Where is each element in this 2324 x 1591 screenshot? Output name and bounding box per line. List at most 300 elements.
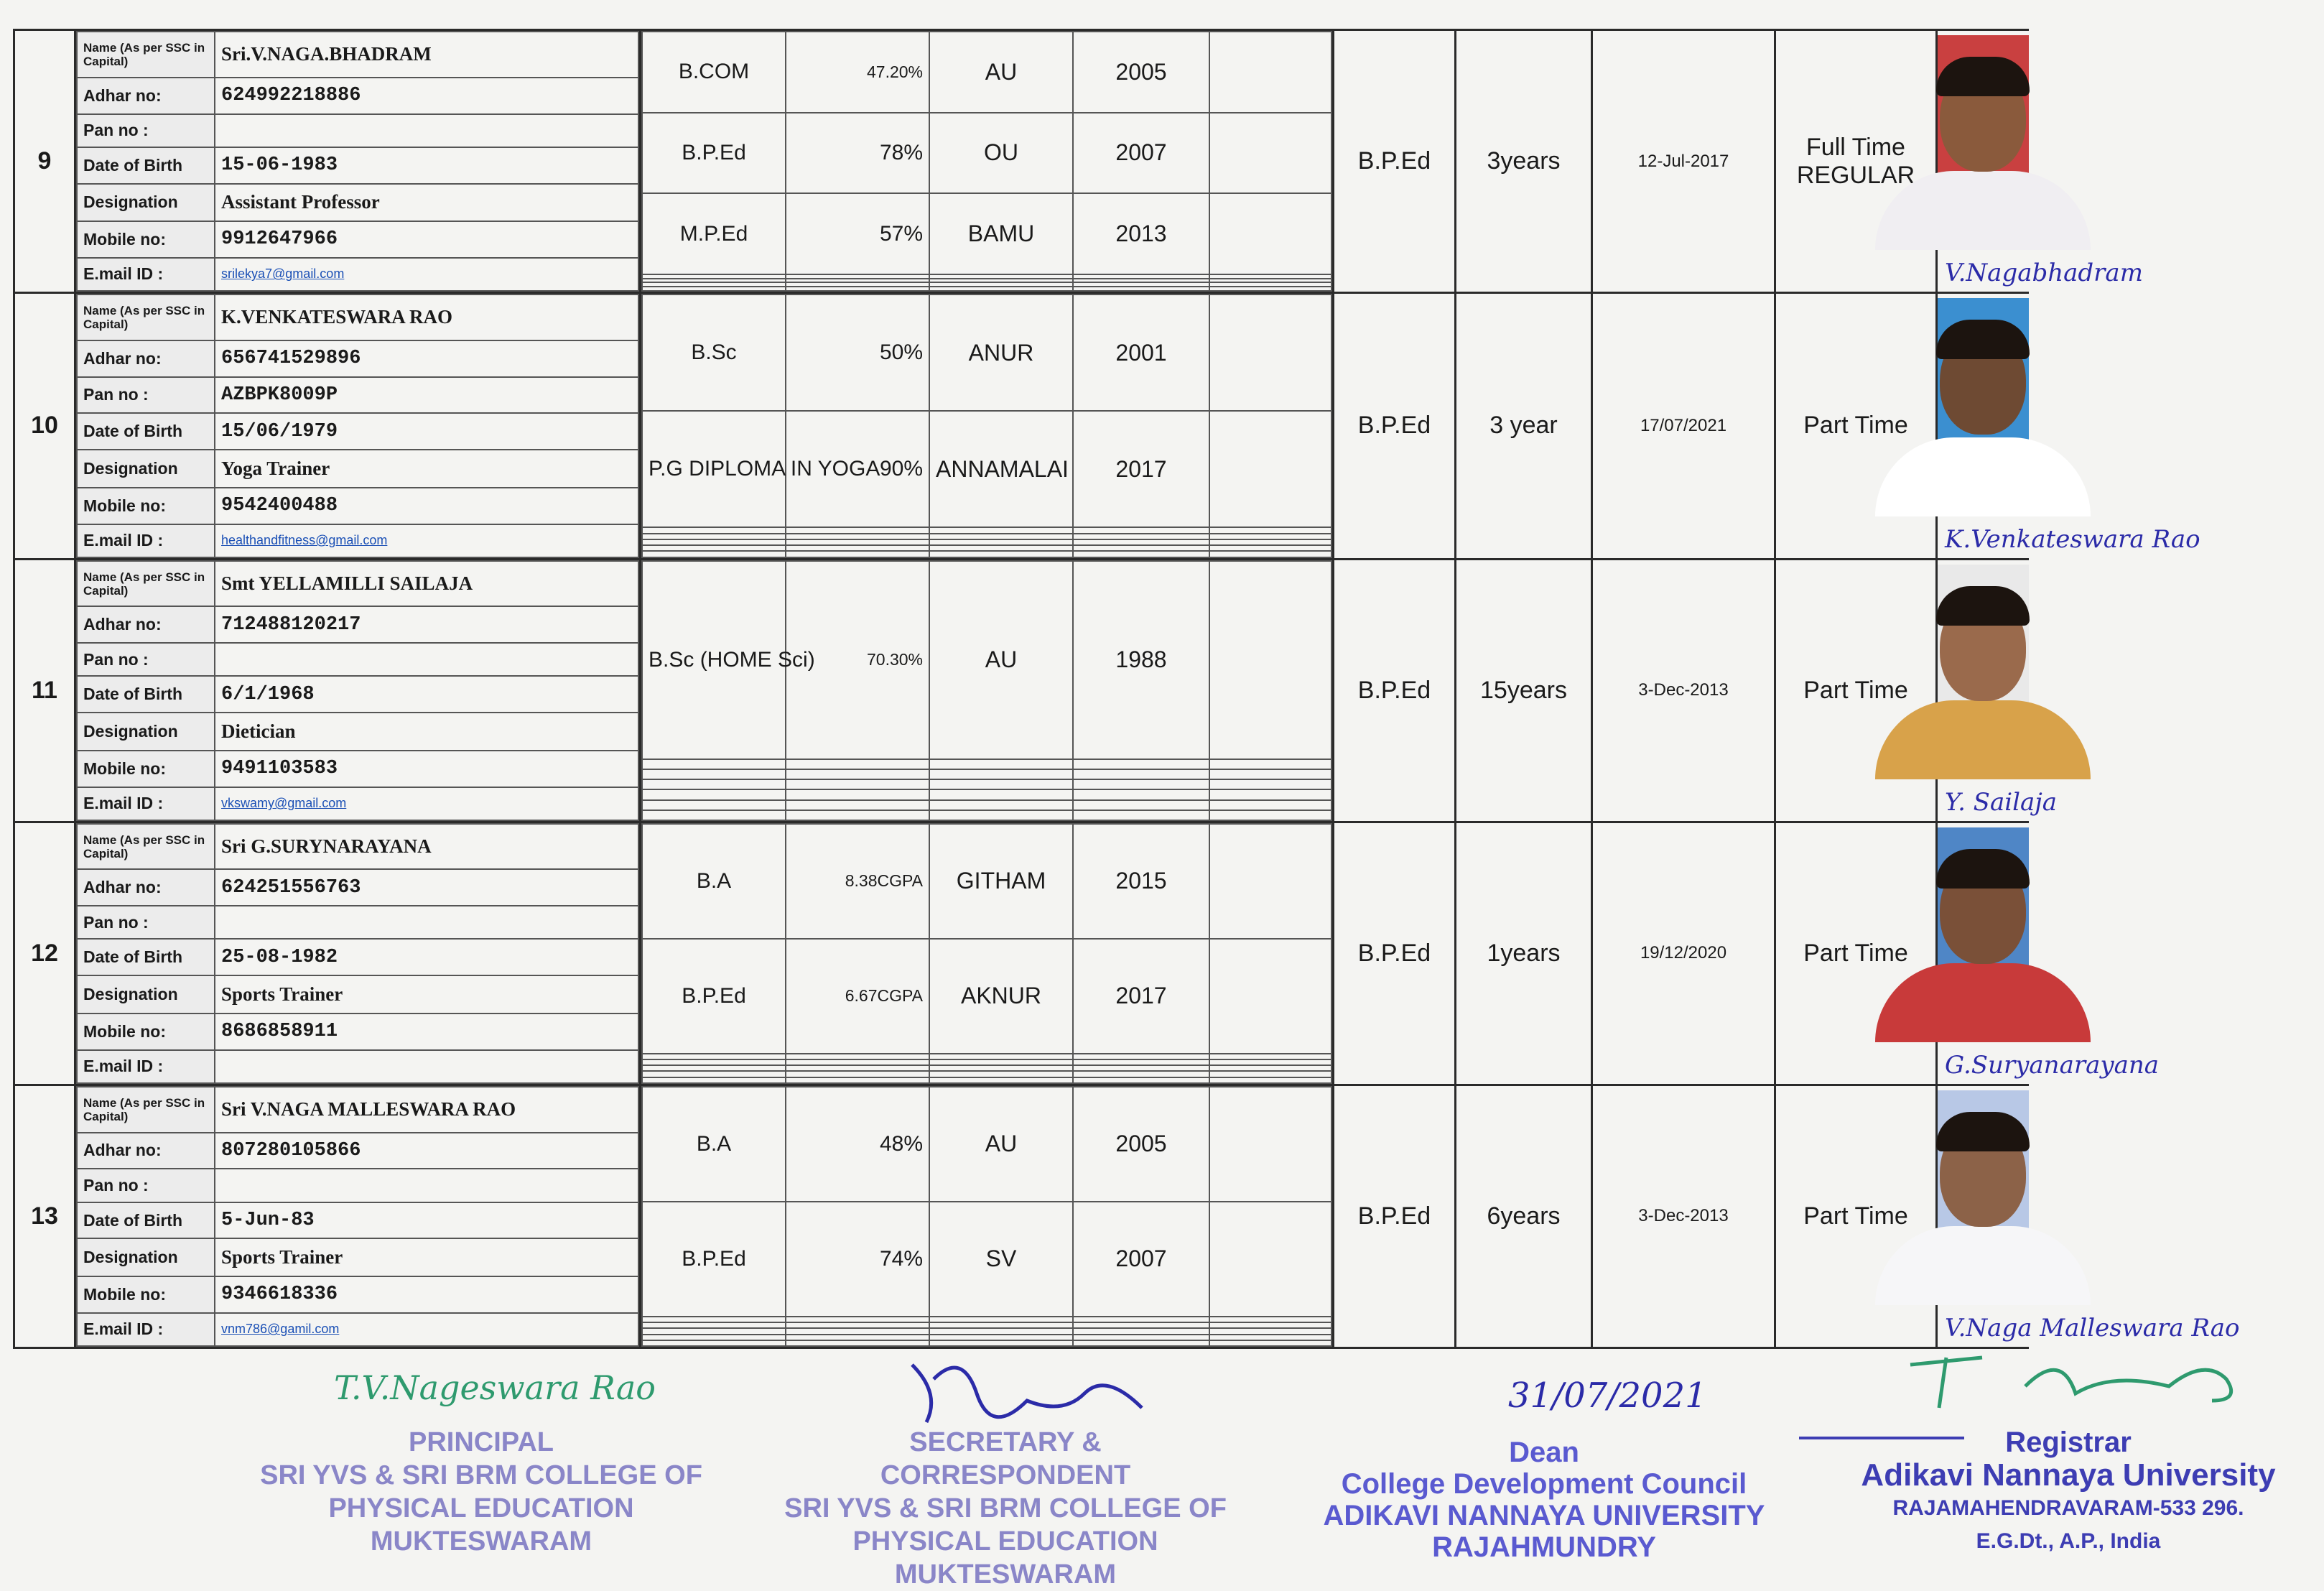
qual-percent: 50% <box>786 294 929 411</box>
joining-date: 19/12/2020 <box>1640 943 1727 963</box>
faculty-row <box>14 559 2029 822</box>
empty-cell <box>1073 534 1209 539</box>
value-mobile: 9542400488 <box>215 488 638 524</box>
empty-cell <box>642 1335 786 1340</box>
registrar-place: RAJAMAHENDRAVARAM-533 296. <box>1892 1496 2244 1520</box>
empty-cell <box>786 534 929 539</box>
empty-cell <box>929 1071 1073 1077</box>
empty-cell <box>786 1335 929 1340</box>
empty-cell <box>929 1077 1073 1083</box>
empty-cell <box>642 1328 786 1334</box>
value-mobile: 8686858911 <box>215 1013 638 1050</box>
empty-cell <box>786 1077 929 1083</box>
empty-cell <box>1209 534 1331 539</box>
faculty-signature: K.Venkateswara Rao <box>1945 524 2200 554</box>
empty-cell <box>1209 1071 1331 1077</box>
empty-cell <box>1209 1317 1331 1322</box>
empty-cell <box>786 1317 929 1322</box>
empty-cell <box>1209 779 1331 789</box>
empty-cell <box>1209 1328 1331 1334</box>
faculty-photo <box>1938 1090 2029 1305</box>
label-email: E.mail ID : <box>77 1313 215 1346</box>
empty-cell <box>1209 545 1331 551</box>
label-name: Name (As per SSC in Capital) <box>77 824 215 870</box>
qual-university: SV <box>929 1202 1073 1317</box>
qual-university: AU <box>929 32 1073 113</box>
value-name: Sri.V.NAGA.BHADRAM <box>215 32 638 78</box>
faculty-signature: V.Nagabhadram <box>1945 259 2143 288</box>
experience: 3 year <box>1489 412 1558 440</box>
empty-cell <box>786 539 929 545</box>
value-adhar: 624251556763 <box>215 869 638 906</box>
qual-percent: 47.20% <box>786 32 929 113</box>
empty-cell <box>1209 539 1331 545</box>
registrar-title: Registrar <box>2005 1427 2132 1458</box>
value-dob: 25-08-1982 <box>215 939 638 975</box>
qual-year: 2005 <box>1073 32 1209 113</box>
label-adhar: Adhar no: <box>77 606 215 643</box>
label-name: Name (As per SSC in Capital) <box>77 32 215 78</box>
registrar-university: Adikavi Nannaya University <box>1861 1457 2276 1493</box>
empty-cell <box>642 1340 786 1346</box>
value-email: srilekya7@gmail.com <box>215 258 638 291</box>
label-email: E.mail ID : <box>77 258 215 291</box>
empty-cell <box>786 1322 929 1328</box>
empty-cell <box>1073 1335 1209 1340</box>
empty-cell <box>786 1340 929 1346</box>
label-dob: Date of Birth <box>77 939 215 975</box>
empty-cell <box>929 1059 1073 1065</box>
qual-percent: 78% <box>786 113 929 194</box>
qual-degree: B.P.Ed <box>642 113 786 194</box>
label-adhar: Adhar no: <box>77 1133 215 1169</box>
qual-percent: 90% <box>786 411 929 527</box>
label-name: Name (As per SSC in Capital) <box>77 561 215 607</box>
empty-cell <box>786 551 929 557</box>
employment-type: Part Time <box>1803 1202 1908 1230</box>
value-name: K.VENKATESWARA RAO <box>215 294 638 340</box>
registrar-district: E.G.Dt., A.P., India <box>1976 1529 2161 1553</box>
empty-cell <box>1073 539 1209 545</box>
personal-details <box>76 294 639 558</box>
label-adhar: Adhar no: <box>77 340 215 377</box>
qual-university: GITHAM <box>929 824 1073 939</box>
dean-signature-date: 31/07/2021 <box>1508 1376 1707 1416</box>
empty-cell <box>786 779 929 789</box>
empty-cell <box>642 779 786 789</box>
empty-cell <box>929 789 1073 799</box>
qualifications <box>641 560 1332 821</box>
empty-cell <box>1209 810 1331 820</box>
empty-cell <box>1209 1059 1331 1065</box>
faculty-row <box>14 1085 2029 1348</box>
faculty-signature: V.Naga Malleswara Rao <box>1945 1314 2240 1342</box>
empty-cell <box>929 545 1073 551</box>
empty-cell <box>929 1054 1073 1059</box>
empty-cell <box>929 551 1073 557</box>
label-pan: Pan no : <box>77 377 215 414</box>
label-mobile: Mobile no: <box>77 221 215 258</box>
empty-cell <box>1073 1077 1209 1083</box>
principal-place: MUKTESWARAM <box>370 1526 592 1557</box>
qualifications <box>641 823 1332 1084</box>
empty-cell <box>1209 1054 1331 1059</box>
empty-cell <box>929 810 1073 820</box>
empty-cell <box>786 1065 929 1071</box>
label-email: E.mail ID : <box>77 787 215 820</box>
qual-year: 2017 <box>1073 939 1209 1054</box>
value-email: healthandfitness@gmail.com <box>215 524 638 557</box>
empty-cell <box>786 527 929 533</box>
empty-cell <box>1209 939 1331 1054</box>
empty-cell <box>1209 1340 1331 1346</box>
personal-details <box>76 1086 639 1347</box>
secretary-signature <box>898 1350 1156 1429</box>
empty-cell <box>929 779 1073 789</box>
empty-cell <box>1209 1335 1331 1340</box>
value-name: Smt YELLAMILLI SAILAJA <box>215 561 638 607</box>
serial-number: 12 <box>31 939 58 967</box>
qual-degree: B.A <box>642 824 786 939</box>
label-designation: Designation <box>77 450 215 487</box>
empty-cell <box>929 534 1073 539</box>
joining-date: 17/07/2021 <box>1640 415 1727 435</box>
qual-percent: 74% <box>786 1202 929 1317</box>
empty-cell <box>1073 779 1209 789</box>
label-dob: Date of Birth <box>77 413 215 450</box>
value-pan <box>215 906 638 939</box>
empty-cell <box>1209 294 1331 411</box>
empty-cell <box>642 534 786 539</box>
faculty-photo-cell <box>1938 560 2058 821</box>
faculty-row <box>14 822 2029 1085</box>
value-adhar: 624992218886 <box>215 78 638 114</box>
value-adhar: 712488120217 <box>215 606 638 643</box>
label-pan: Pan no : <box>77 643 215 676</box>
faculty-photo-cell <box>1938 31 2143 292</box>
secretary-title: SECRETARY & CORRESPONDENT <box>880 1427 1131 1490</box>
empty-cell <box>786 789 929 799</box>
secretary-college: SRI YVS & SRI BRM COLLEGE OF <box>784 1493 1227 1523</box>
label-designation: Designation <box>77 1238 215 1276</box>
empty-cell <box>929 1317 1073 1322</box>
value-email: vnm786@gamil.com <box>215 1313 638 1346</box>
registrar-signature <box>1896 1343 2269 1422</box>
qual-degree: B.COM <box>642 32 786 113</box>
value-adhar: 656741529896 <box>215 340 638 377</box>
faculty-photo-cell <box>1938 823 2160 1084</box>
qual-year: 2007 <box>1073 1202 1209 1317</box>
empty-cell <box>786 1071 929 1077</box>
empty-cell <box>642 539 786 545</box>
empty-cell <box>929 1328 1073 1334</box>
empty-cell <box>1073 287 1209 291</box>
empty-cell <box>929 287 1073 291</box>
value-mobile: 9912647966 <box>215 221 638 258</box>
empty-cell <box>1073 1317 1209 1322</box>
empty-cell <box>642 1065 786 1071</box>
qual-year: 2001 <box>1073 294 1209 411</box>
value-dob: 15/06/1979 <box>215 413 638 450</box>
empty-cell <box>929 527 1073 533</box>
value-designation: Sports Trainer <box>215 975 638 1013</box>
qual-university: AU <box>929 561 1073 759</box>
qual-degree: P.G DIPLOMA IN YOGA <box>642 411 786 527</box>
empty-cell <box>929 759 1073 769</box>
empty-cell <box>1209 1322 1331 1328</box>
empty-cell <box>786 769 929 779</box>
empty-cell <box>642 769 786 779</box>
value-pan <box>215 1169 638 1202</box>
empty-cell <box>929 1322 1073 1328</box>
empty-cell <box>1209 551 1331 557</box>
joining-date: 3-Dec-2013 <box>1638 680 1729 700</box>
empty-cell <box>786 1328 929 1334</box>
empty-cell <box>642 545 786 551</box>
empty-cell <box>642 527 786 533</box>
dean-place: RAJAHMUNDRY <box>1432 1531 1656 1563</box>
label-pan: Pan no : <box>77 114 215 147</box>
qual-university: ANUR <box>929 294 1073 411</box>
faculty-photo-cell <box>1938 1086 2240 1347</box>
label-adhar: Adhar no: <box>77 869 215 906</box>
serial-number: 11 <box>32 676 57 704</box>
qual-year: 2005 <box>1073 1087 1209 1202</box>
empty-cell <box>642 800 786 810</box>
value-dob: 6/1/1968 <box>215 676 638 713</box>
dean-stamp <box>1293 1437 1795 1563</box>
value-email: vkswamy@gmail.com <box>215 787 638 820</box>
empty-cell <box>929 539 1073 545</box>
course: B.P.Ed <box>1357 412 1431 440</box>
empty-cell <box>786 810 929 820</box>
empty-cell <box>1209 824 1331 939</box>
qual-university: OU <box>929 113 1073 194</box>
empty-cell <box>642 759 786 769</box>
registrar-stamp <box>1824 1426 2313 1558</box>
empty-cell <box>1073 1071 1209 1077</box>
qual-year: 1988 <box>1073 561 1209 759</box>
principal-stamp <box>259 1426 704 1558</box>
empty-cell <box>786 545 929 551</box>
empty-cell <box>1073 769 1209 779</box>
value-dob: 5-Jun-83 <box>215 1202 638 1239</box>
qual-percent: 8.38CGPA <box>786 824 929 939</box>
empty-cell <box>1209 1077 1331 1083</box>
empty-cell <box>1073 1065 1209 1071</box>
empty-cell <box>642 789 786 799</box>
empty-cell <box>1073 1054 1209 1059</box>
empty-cell <box>1073 800 1209 810</box>
experience: 15years <box>1480 676 1567 704</box>
qual-degree: B.Sc (HOME Sci) <box>642 561 786 759</box>
label-pan: Pan no : <box>77 1169 215 1202</box>
empty-cell <box>1209 411 1331 527</box>
label-name: Name (As per SSC in Capital) <box>77 1087 215 1133</box>
qualifications <box>641 294 1332 558</box>
label-name: Name (As per SSC in Capital) <box>77 294 215 340</box>
qual-degree: M.P.Ed <box>642 193 786 274</box>
faculty-table <box>13 29 2240 1349</box>
value-mobile: 9346618336 <box>215 1276 638 1313</box>
employment-type: Full Time REGULAR <box>1796 133 1915 189</box>
empty-cell <box>1209 32 1331 113</box>
empty-cell <box>1209 800 1331 810</box>
serial-number: 9 <box>37 147 52 175</box>
empty-cell <box>1073 1340 1209 1346</box>
empty-cell <box>1073 1328 1209 1334</box>
qualifications <box>641 1086 1332 1347</box>
empty-cell <box>929 1065 1073 1071</box>
label-designation: Designation <box>77 713 215 750</box>
value-pan <box>215 114 638 147</box>
empty-cell <box>1073 551 1209 557</box>
label-dob: Date of Birth <box>77 1202 215 1239</box>
value-designation: Sports Trainer <box>215 1238 638 1276</box>
empty-cell <box>1073 759 1209 769</box>
dean-council: College Development Council <box>1341 1468 1747 1500</box>
qual-year: 2007 <box>1073 113 1209 194</box>
principal-title: PRINCIPAL <box>409 1427 554 1457</box>
empty-cell <box>1073 527 1209 533</box>
empty-cell <box>642 810 786 820</box>
course: B.P.Ed <box>1357 939 1431 967</box>
value-name: Sri G.SURYNARAYANA <box>215 824 638 870</box>
secretary-dept: PHYSICAL EDUCATION <box>852 1526 1158 1557</box>
empty-cell <box>1209 527 1331 533</box>
serial-number: 10 <box>31 412 58 440</box>
empty-cell <box>642 1071 786 1077</box>
value-adhar: 807280105866 <box>215 1133 638 1169</box>
label-designation: Designation <box>77 184 215 221</box>
dean-title: Dean <box>1509 1437 1579 1468</box>
value-email <box>215 1050 638 1083</box>
course: B.P.Ed <box>1357 676 1431 704</box>
empty-cell <box>1209 1087 1331 1202</box>
qual-university: AU <box>929 1087 1073 1202</box>
faculty-details-sheet <box>13 29 2240 1349</box>
qual-year: 2013 <box>1073 193 1209 274</box>
value-pan <box>215 643 638 676</box>
experience: 6years <box>1487 1202 1561 1230</box>
label-email: E.mail ID : <box>77 1050 215 1083</box>
empty-cell <box>1073 1059 1209 1065</box>
course: B.P.Ed <box>1357 147 1431 175</box>
empty-cell <box>786 1054 929 1059</box>
qual-degree: B.P.Ed <box>642 939 786 1054</box>
label-dob: Date of Birth <box>77 147 215 184</box>
faculty-photo-cell <box>1938 294 2200 558</box>
secretary-stamp <box>783 1426 1228 1591</box>
experience: 3years <box>1487 147 1561 175</box>
empty-cell <box>642 1317 786 1322</box>
label-dob: Date of Birth <box>77 676 215 713</box>
qual-percent: 6.67CGPA <box>786 939 929 1054</box>
value-name: Sri V.NAGA MALLESWARA RAO <box>215 1087 638 1133</box>
label-email: E.mail ID : <box>77 524 215 557</box>
value-dob: 15-06-1983 <box>215 147 638 184</box>
faculty-photo <box>1938 827 2029 1042</box>
empty-cell <box>642 1059 786 1065</box>
label-mobile: Mobile no: <box>77 1276 215 1313</box>
qualifications <box>641 31 1332 292</box>
experience: 1years <box>1487 939 1561 967</box>
joining-date: 12-Jul-2017 <box>1637 151 1729 171</box>
empty-cell <box>1073 1322 1209 1328</box>
empty-cell <box>786 759 929 769</box>
serial-number: 13 <box>31 1202 58 1230</box>
value-designation: Dietician <box>215 713 638 750</box>
empty-cell <box>1209 1202 1331 1317</box>
qual-year: 2017 <box>1073 411 1209 527</box>
personal-details <box>76 823 639 1084</box>
empty-cell <box>1209 287 1331 291</box>
joining-date: 3-Dec-2013 <box>1638 1206 1729 1226</box>
empty-cell <box>1209 759 1331 769</box>
label-pan: Pan no : <box>77 906 215 939</box>
faculty-signature: G.Suryanarayana <box>1945 1050 2160 1080</box>
qual-university: BAMU <box>929 193 1073 274</box>
empty-cell <box>642 1322 786 1328</box>
value-designation: Yoga Trainer <box>215 450 638 487</box>
value-designation: Assistant Professor <box>215 184 638 221</box>
qual-degree: B.A <box>642 1087 786 1202</box>
faculty-photo <box>1938 35 2029 250</box>
faculty-signature: Y. Sailaja <box>1945 787 2058 817</box>
qual-percent: 48% <box>786 1087 929 1202</box>
qual-university: ANNAMALAI <box>929 411 1073 527</box>
employment-type: Part Time <box>1803 676 1908 704</box>
empty-cell <box>929 1340 1073 1346</box>
empty-cell <box>786 800 929 810</box>
empty-cell <box>642 551 786 557</box>
empty-cell <box>1073 545 1209 551</box>
qual-degree: B.P.Ed <box>642 1202 786 1317</box>
value-pan: AZBPK8009P <box>215 377 638 414</box>
qual-percent: 57% <box>786 193 929 274</box>
empty-cell <box>1209 193 1331 274</box>
empty-cell <box>1209 1065 1331 1071</box>
personal-details <box>76 31 639 292</box>
empty-cell <box>1073 810 1209 820</box>
principal-dept: PHYSICAL EDUCATION <box>328 1493 634 1523</box>
empty-cell <box>929 800 1073 810</box>
secretary-place: MUKTESWARAM <box>894 1559 1117 1590</box>
empty-cell <box>642 1054 786 1059</box>
empty-cell <box>929 769 1073 779</box>
employment-type: Part Time <box>1803 412 1908 440</box>
qual-year: 2015 <box>1073 824 1209 939</box>
empty-cell <box>786 287 929 291</box>
qual-university: AKNUR <box>929 939 1073 1054</box>
principal-college: SRI YVS & SRI BRM COLLEGE OF <box>260 1460 702 1490</box>
principal-signature: T.V.Nageswara Rao <box>334 1368 656 1407</box>
course: B.P.Ed <box>1357 1202 1431 1230</box>
label-mobile: Mobile no: <box>77 1013 215 1050</box>
empty-cell <box>929 1335 1073 1340</box>
label-mobile: Mobile no: <box>77 751 215 787</box>
empty-cell <box>642 287 786 291</box>
employment-type: Part Time <box>1803 939 1908 967</box>
qual-percent: 70.30% <box>786 561 929 759</box>
empty-cell <box>1209 769 1331 779</box>
faculty-row <box>14 30 2029 293</box>
label-mobile: Mobile no: <box>77 488 215 524</box>
value-mobile: 9491103583 <box>215 751 638 787</box>
empty-cell <box>1209 561 1331 759</box>
empty-cell <box>1209 789 1331 799</box>
personal-details <box>76 560 639 821</box>
